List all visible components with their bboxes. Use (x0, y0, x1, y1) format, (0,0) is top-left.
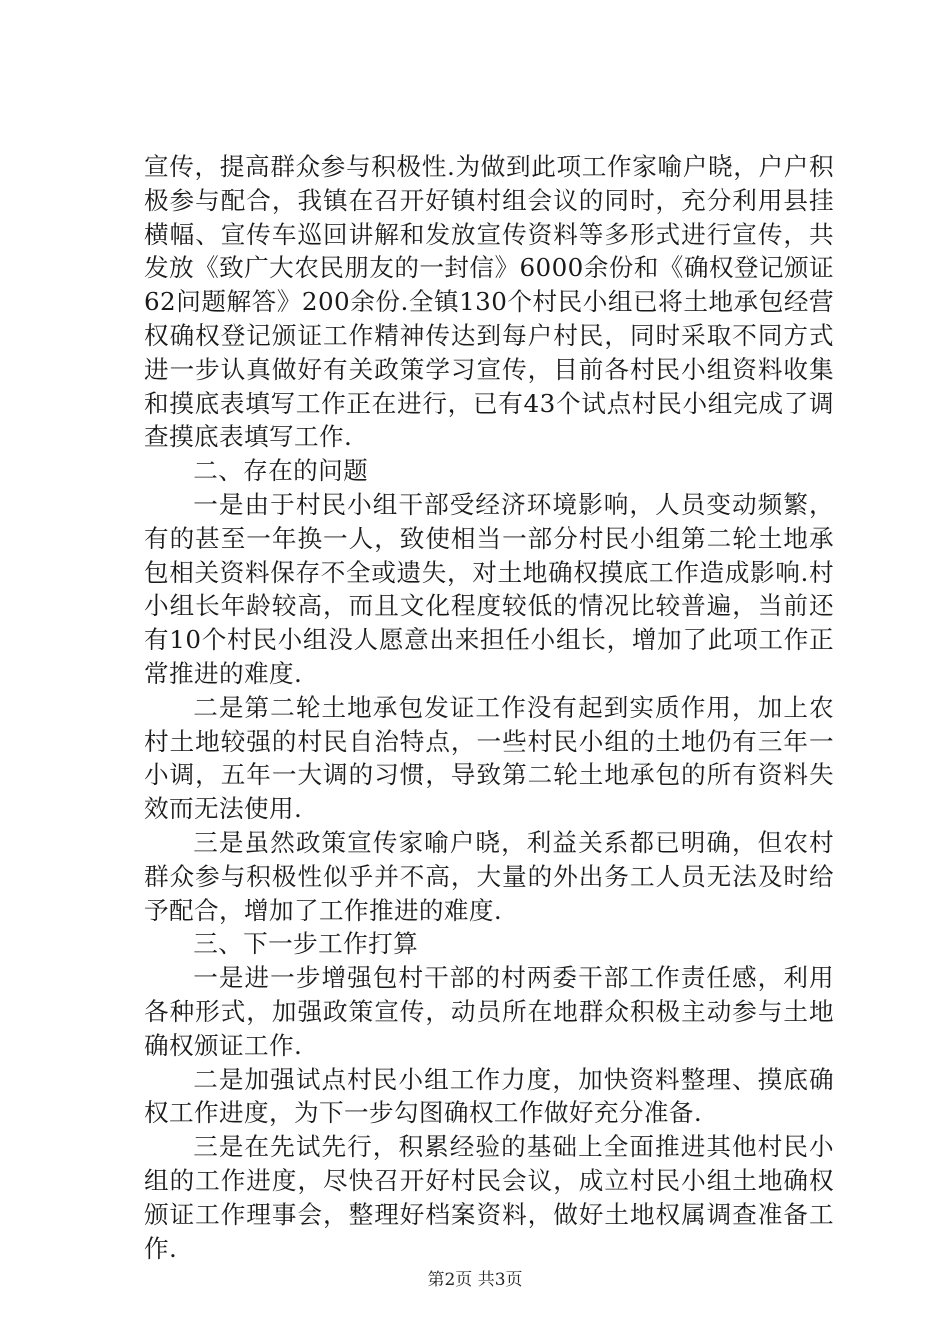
section-heading-problems: 二、存在的问题 (193, 456, 369, 486)
section-heading-next-steps: 三、下一步工作打算 (193, 929, 419, 959)
paragraph-plan-1: 一是进一步增强包村干部的村两委干部工作责任感，利用各种形式，加强政策宣传，动员所在地群众积极主动参与土地确权颁证工作. (144, 963, 834, 1060)
paragraph-plan-2: 二是加强试点村民小组工作力度，加快资料整理、摸底确权工作进度，为下一步勾图确权工作做好充分准备. (144, 1064, 834, 1128)
paragraph-problem-1: 一是由于村民小组干部受经济环境影响，人员变动频繁，有的甚至一年换一人，致使相当一部分村民小组第二轮土地承包相关资料保存不全或遗失，对土地确权摸底工作造成影响.村小组长年龄较高，而且文化程度较低的情况比较普遍，当前还有10个村民小组没人愿意出来担任小组长，增加了此项工作正常推进的难度. (144, 489, 834, 688)
document-body (144, 150, 834, 1265)
paragraph-problem-2: 二是第二轮土地承包发证工作没有起到实质作用，加上农村土地较强的村民自治特点，一些村民小组的土地仍有三年一小调，五年一大调的习惯，导致第二轮土地承包的所有资料失效而无法使用. (144, 692, 834, 824)
page-footer: 第2页 共3页 (427, 1270, 523, 1290)
paragraph-publicity: 宣传，提高群众参与积极性.为做到此项工作家喻户晓，户户积极参与配合，我镇在召开好镇村组会议的同时，充分利用县挂横幅、宣传车巡回讲解和发放宣传资料等多形式进行宣传，共发放《致广大农民朋友的一封信》6000余份和《确权登记颁证62问题解答》200余份.全镇130个村民小组已将土地承包经营权确权登记颁证工作精神传达到每户村民，同时采取不同方式进一步认真做好有关政策学习宣传，目前各村民小组资料收集和摸底表填写工作正在进行，已有43个试点村民小组完成了调查摸底表填写工作. (144, 152, 834, 452)
paragraph-problem-3: 三是虽然政策宣传家喻户晓，利益关系都已明确，但农村群众参与积极性似乎并不高，大量的外出务工人员无法及时给予配合，增加了工作推进的难度. (144, 827, 834, 925)
paragraph-plan-3: 三是在先试先行，积累经验的基础上全面推进其他村民小组的工作进度，尽快召开好村民会议，成立村民小组土地确权颁证工作理事会，整理好档案资料，做好土地权属调查准备工作. (144, 1132, 834, 1263)
